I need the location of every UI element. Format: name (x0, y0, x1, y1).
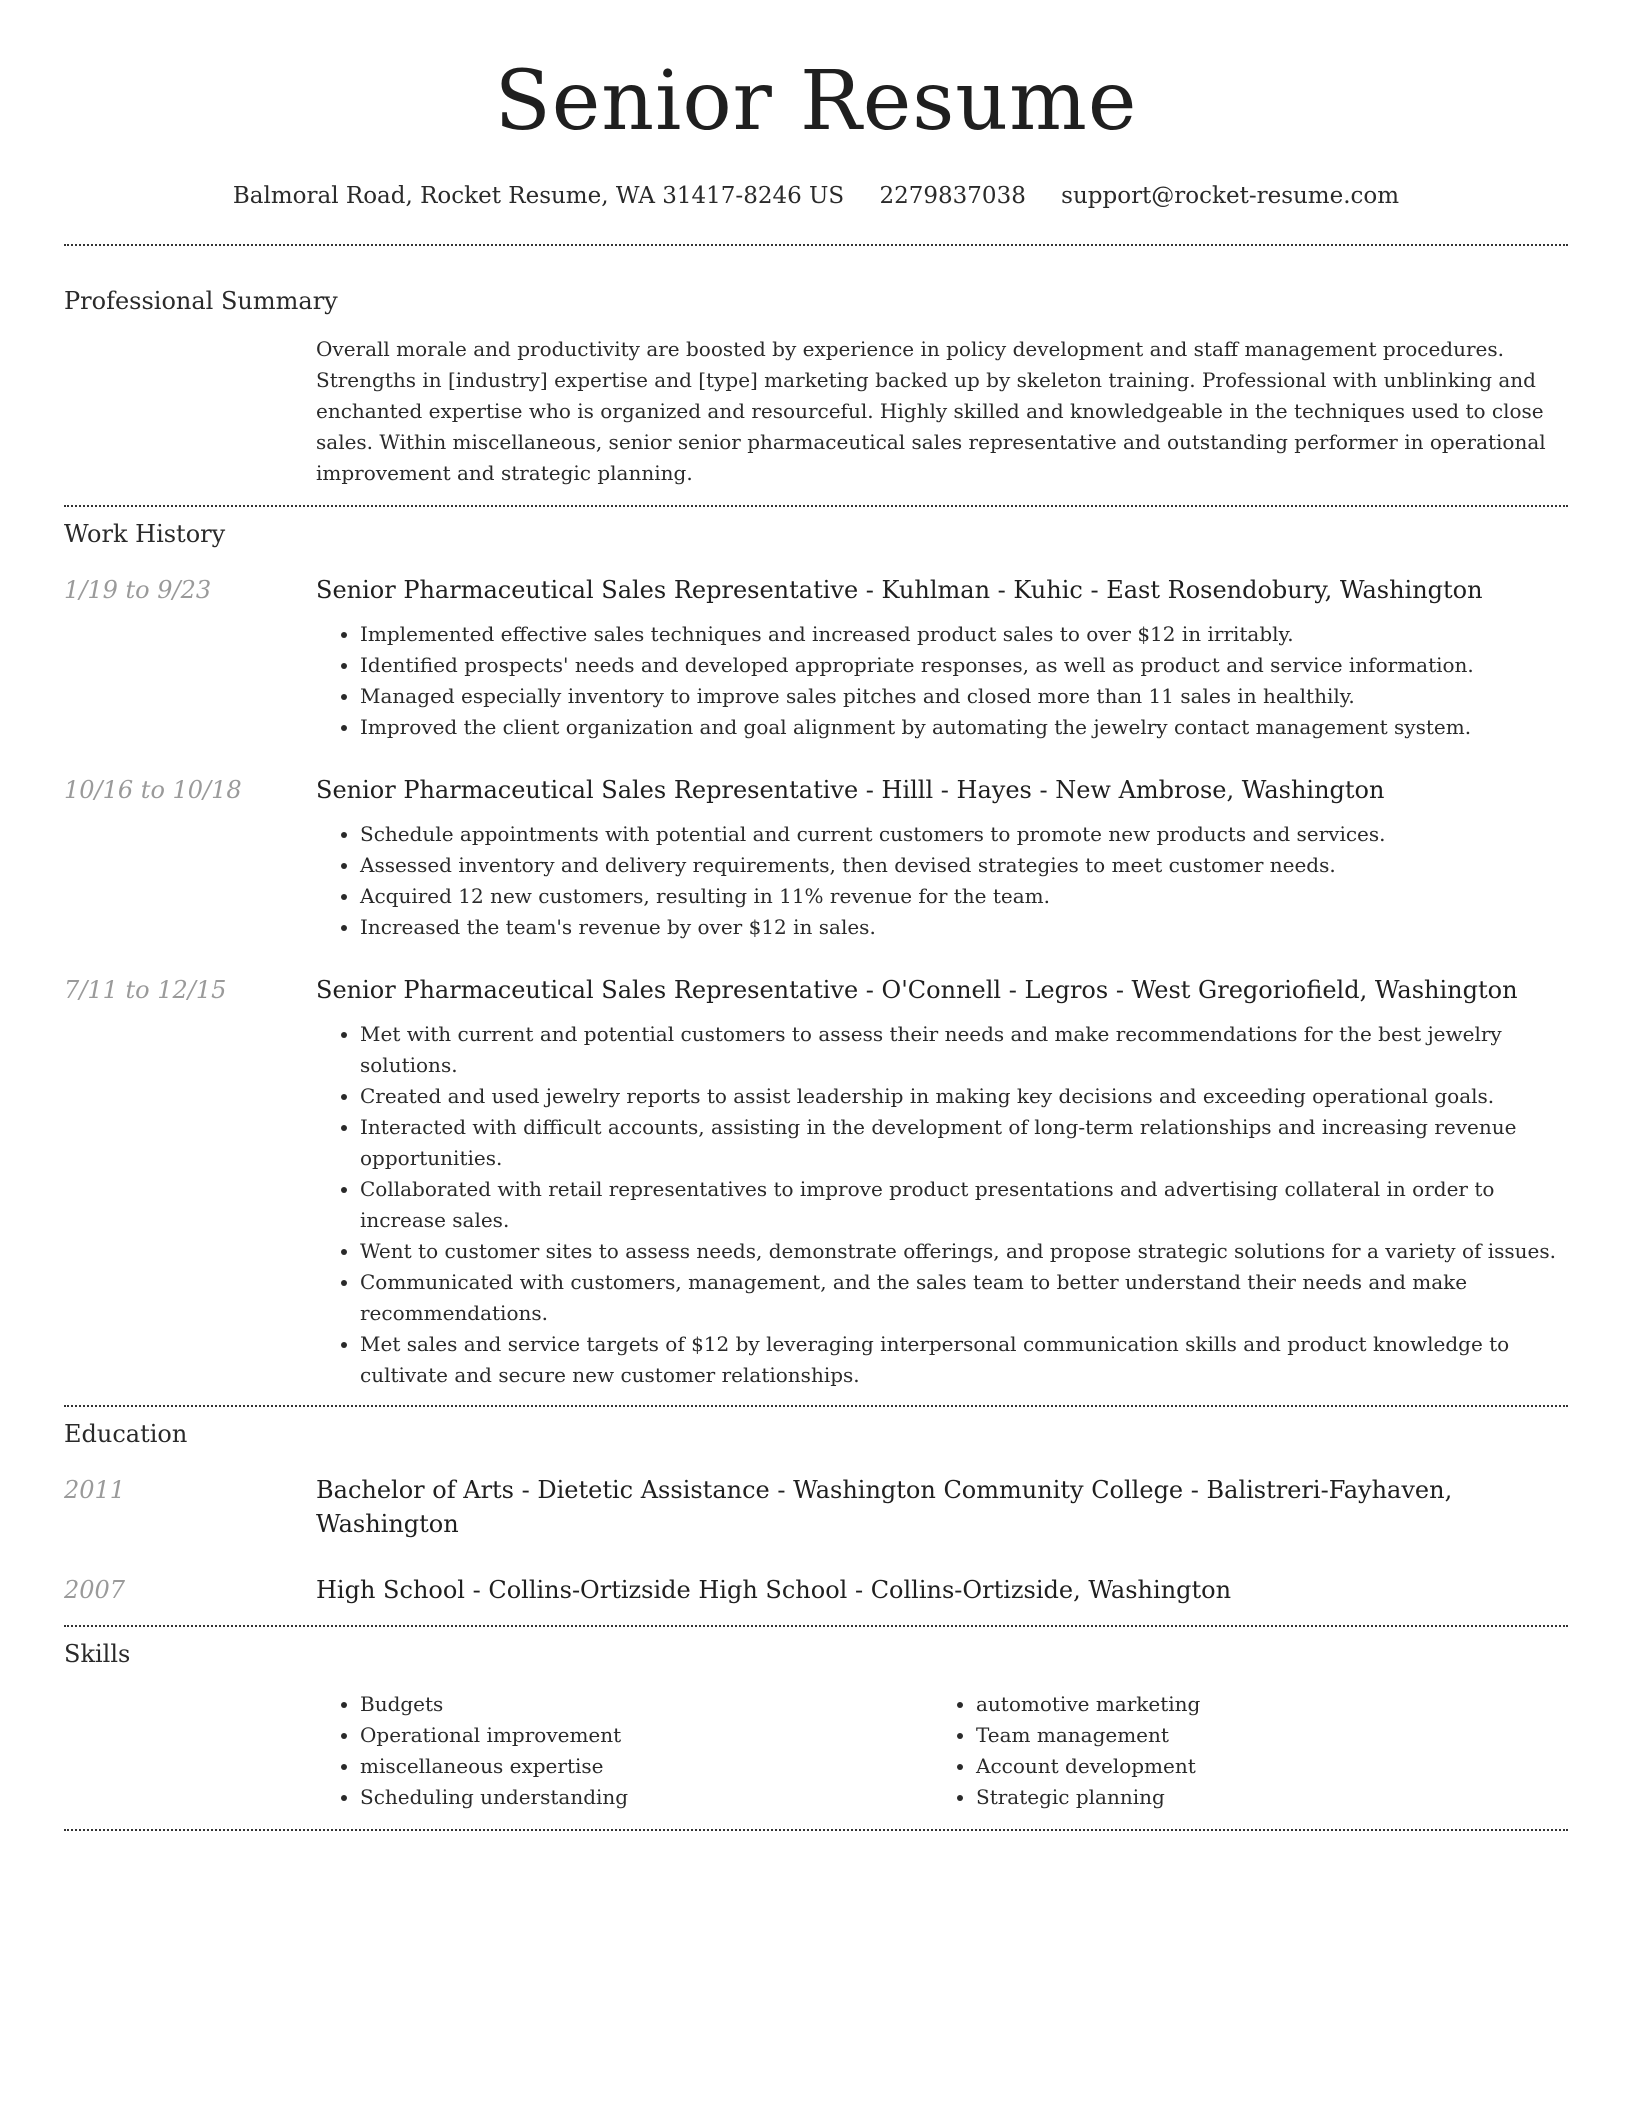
skill-item: • Strategic planning (976, 1782, 1548, 1813)
job-entry (64, 573, 1568, 743)
job-bullet: • Identified prospects' needs and developed appropriate responses, as well as product and service information. (360, 650, 1568, 681)
skill-item: • Scheduling understanding (360, 1782, 932, 1813)
education-body (316, 1573, 1568, 1607)
job-dates: 7/11 to 12/15 (64, 976, 227, 1004)
job-body (316, 973, 1568, 1391)
skill-item: • automotive marketing (976, 1689, 1548, 1720)
job-bullet: • Created and used jewelry reports to assist leadership in making key decisions and exceeding operational goals. (360, 1081, 1568, 1112)
education-section (64, 1407, 1568, 1607)
job-title: Senior Pharmaceutical Sales Representative - Hilll - Hayes - New Ambrose, Washington (316, 776, 1385, 804)
section-title-summary: Professional Summary (64, 287, 338, 315)
education-text: Bachelor of Arts - Dietetic Assistance - Washington Community College - Balistreri-Fayhaven, Washington (316, 1476, 1453, 1538)
skills-list-right (932, 1689, 1548, 1813)
contact-phone: 2279837038 (879, 183, 1026, 209)
skills-columns (316, 1689, 1568, 1813)
skill-item: • miscellaneous expertise (360, 1751, 932, 1782)
section-title-skills: Skills (64, 1640, 131, 1668)
skills-list-left (316, 1689, 932, 1813)
job-bullet: • Improved the client organization and goal alignment by automating the jewelry contact management system. (360, 712, 1568, 743)
job-bullets (316, 819, 1568, 943)
job-bullet: • Schedule appointments with potential and current customers to promote new products and services. (360, 819, 1568, 850)
education-text: High School - Collins-Ortizside High School - Collins-Ortizside, Washington (316, 1576, 1232, 1604)
job-bullet: • Managed especially inventory to improve sales pitches and closed more than 11 sales in healthily. (360, 681, 1568, 712)
skills-section (64, 1627, 1568, 1813)
education-body (316, 1473, 1568, 1541)
contact-line (64, 180, 1568, 212)
job-bullets (316, 1019, 1568, 1391)
job-bullet: • Met with current and potential customers to assess their needs and make recommendations for the best jewelry solutions. (360, 1019, 1568, 1081)
section-title-work: Work History (64, 520, 226, 548)
job-bullets (316, 619, 1568, 743)
contact-address: Balmoral Road, Rocket Resume, WA 31417-8246 US (232, 183, 845, 209)
job-entry (64, 973, 1568, 1391)
summary-section (64, 246, 1568, 489)
education-entry (64, 1573, 1568, 1607)
work-section (64, 507, 1568, 1391)
education-year: 2007 (64, 1576, 126, 1604)
skill-item: • Budgets (360, 1689, 932, 1720)
job-bullet: • Interacted with difficult accounts, assisting in the development of long-term relationships and increasing revenue opportunities. (360, 1112, 1568, 1174)
job-entry (64, 773, 1568, 943)
job-dates: 10/16 to 10/18 (64, 776, 242, 804)
education-year: 2011 (64, 1476, 126, 1504)
skill-item: • Account development (976, 1751, 1548, 1782)
job-bullet: • Assessed inventory and delivery requirements, then devised strategies to meet customer needs. (360, 850, 1568, 881)
contact-email: support@rocket-resume.com (1061, 183, 1400, 209)
resume-name: Senior Resume (494, 54, 1138, 149)
section-title-education: Education (64, 1420, 188, 1448)
skill-item: • Team management (976, 1720, 1548, 1751)
job-title: Senior Pharmaceutical Sales Representative - O'Connell - Legros - West Gregoriofield, Washington (316, 976, 1518, 1004)
job-bullet: • Implemented effective sales techniques and increased product sales to over $12 in irritably. (360, 619, 1568, 650)
job-bullet: • Collaborated with retail representatives to improve product presentations and advertising collateral in order to increase sales. (360, 1174, 1568, 1236)
section-divider (64, 1829, 1568, 1831)
job-body (316, 773, 1568, 943)
job-bullet: • Communicated with customers, management, and the sales team to better understand their needs and make recommendations. (360, 1267, 1568, 1329)
education-entry (64, 1473, 1568, 1541)
summary-text: Overall morale and productivity are boosted by experience in policy development and staff management procedures. Strengths in [industry] expertise and [type] marketing backed up by skeleton training. Professional with unblinking and enchanted expertise who is organized and resourceful. Highly skilled and knowledgeable in the techniques used to close sales. Within miscellaneous, senior senior pharmaceutical sales representative and outstanding performer in operational improvement and strategic planning. (316, 337, 1546, 485)
job-bullet: • Met sales and service targets of $12 by leveraging interpersonal communication skills and product knowledge to cultivate and secure new customer relationships. (360, 1329, 1568, 1391)
job-bullet: • Went to customer sites to assess needs, demonstrate offerings, and propose strategic solutions for a variety of issues. (360, 1236, 1568, 1267)
job-dates: 1/19 to 9/23 (64, 576, 212, 604)
job-body (316, 573, 1568, 743)
job-title: Senior Pharmaceutical Sales Representative - Kuhlman - Kuhic - East Rosendobury, Washington (316, 576, 1483, 604)
job-bullet: • Acquired 12 new customers, resulting in 11% revenue for the team. (360, 881, 1568, 912)
job-bullet: • Increased the team's revenue by over $12 in sales. (360, 912, 1568, 943)
skill-item: • Operational improvement (360, 1720, 932, 1751)
